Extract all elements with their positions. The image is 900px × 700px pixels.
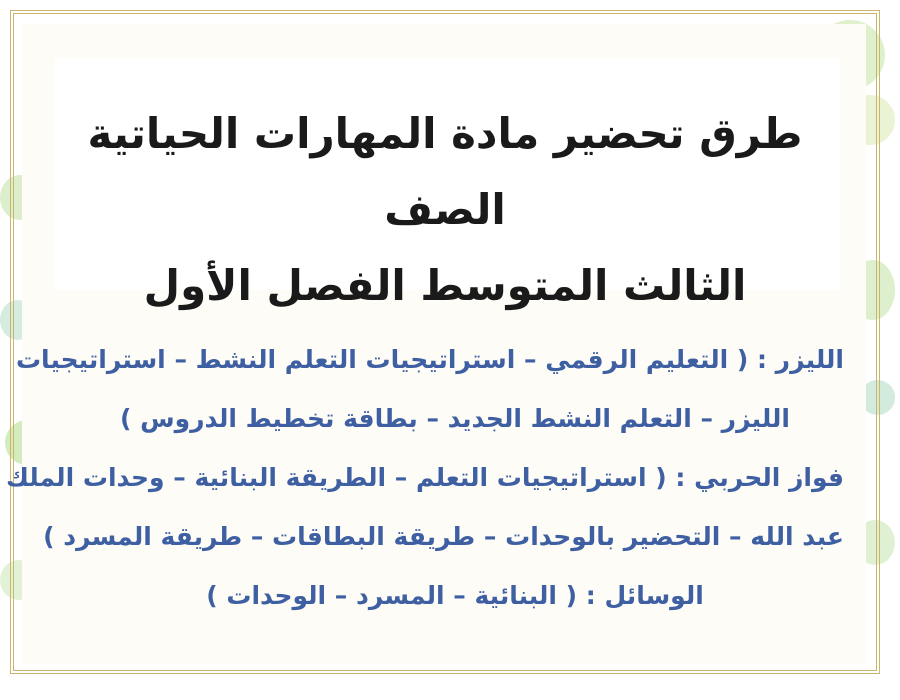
content-line: فواز الحربي : ( استراتيجيات التعلم – الطريقة البنائية – وحدات الملك [5, 463, 844, 492]
content-line: عبد الله – التحضير بالوحدات – طريقة البطاقات – طريقة المسرد ) [43, 522, 844, 551]
content-line: الوسائل : ( البنائية – المسرد – الوحدات ) [206, 581, 704, 610]
content-line: الليزر – التعلم النشط الجديد – بطاقة تخطيط الدروس ) [120, 404, 790, 433]
page-title [70, 96, 820, 324]
title-line-1: طرق تحضير مادة المهارات الحياتية الصف [87, 109, 803, 234]
content-line: الليزر : ( التعليم الرقمي – استراتيجيات التعلم النشط – استراتيجيات [15, 345, 844, 374]
methods-list [5, 330, 844, 625]
title-line-2: الثالث المتوسط الفصل الأول [143, 261, 747, 310]
